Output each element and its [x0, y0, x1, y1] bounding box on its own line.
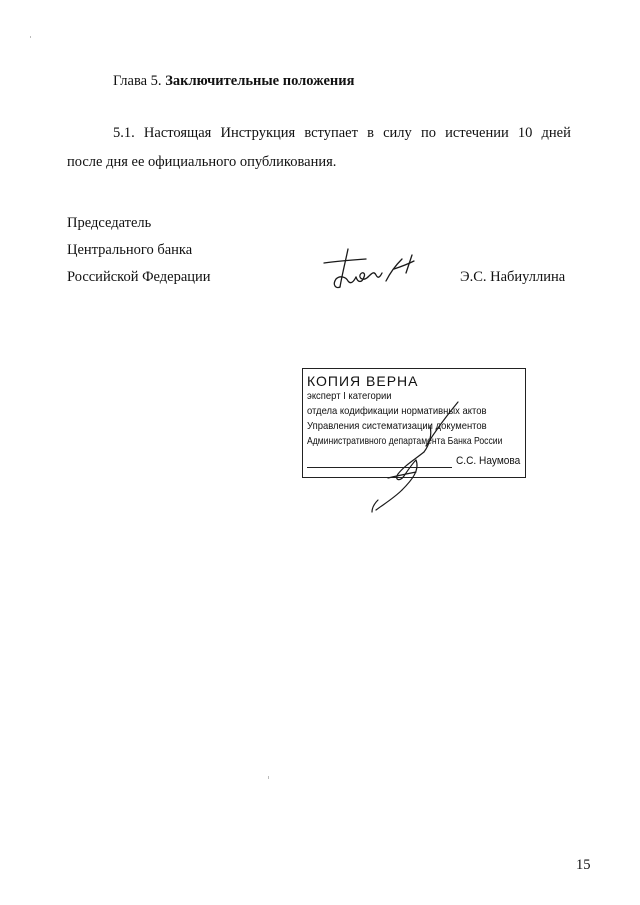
paragraph-word: 5.1. — [113, 125, 135, 141]
handwritten-signature-icon — [368, 400, 468, 515]
paragraph-word: вступает — [304, 125, 358, 141]
stamp-line: отдела кодификации нормативных актов — [307, 405, 487, 417]
scan-artifact — [30, 36, 31, 38]
handwritten-signature-icon — [318, 245, 428, 295]
stamp-line: эксперт I категории — [307, 390, 392, 402]
page-number: 15 — [576, 857, 591, 873]
stamp-line: Административного департамента Банка России — [307, 435, 503, 447]
paragraph-word: Настоящая — [143, 125, 212, 141]
signatory-position-line-1: Председатель — [67, 215, 152, 231]
signatory-position-line-3: Российской Федерации — [67, 269, 211, 285]
paragraph-word: силу — [383, 125, 412, 141]
paragraph-word: по — [420, 125, 436, 141]
stamp-signer-name: С.С. Наумова — [456, 455, 521, 467]
paragraph-line-2: после дня ее официального опубликования. — [67, 154, 337, 170]
scan-artifact — [268, 776, 269, 779]
paragraph-word: дней — [541, 125, 571, 141]
stamp-line: Управления систематизации документов — [307, 420, 487, 432]
stamp-title: КОПИЯ ВЕРНА — [307, 373, 419, 389]
chapter-title: Заключительные положения — [165, 73, 355, 89]
signatory-position-line-2: Центрального банка — [67, 242, 193, 258]
paragraph-word: истечении — [445, 125, 509, 141]
chapter-heading — [113, 73, 355, 90]
paragraph-word: в — [367, 125, 374, 141]
paragraph-word: 10 — [517, 125, 533, 141]
chapter-prefix: Глава 5. — [113, 73, 162, 89]
signatory-name: Э.С. Набиуллина — [460, 269, 566, 285]
paragraph-word: Инструкция — [220, 125, 296, 141]
paragraph-line-1 — [113, 125, 571, 142]
